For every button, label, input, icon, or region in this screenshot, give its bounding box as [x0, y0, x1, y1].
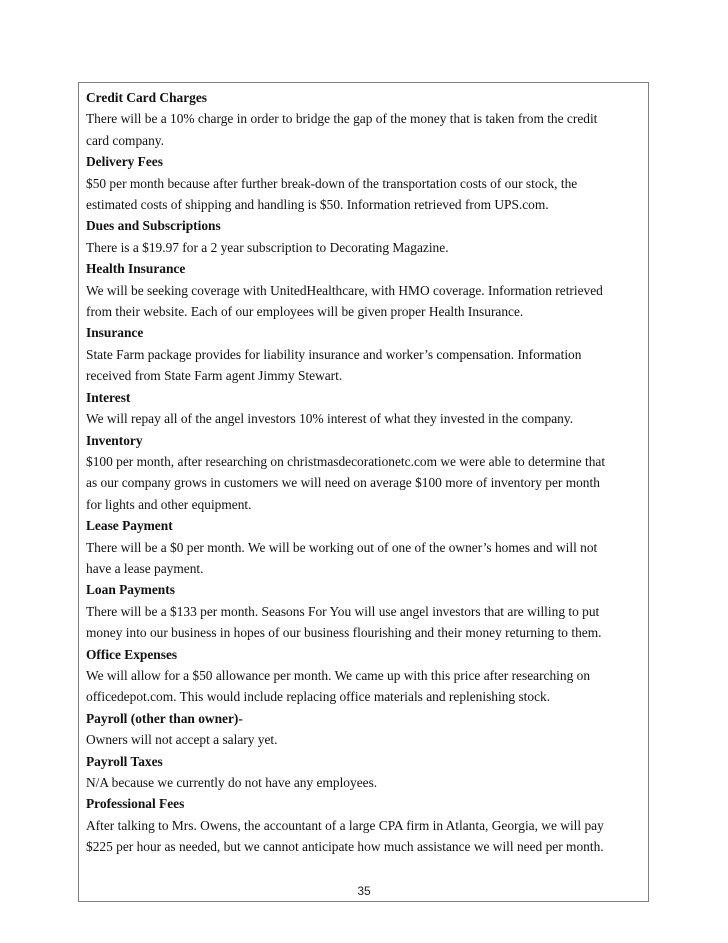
section-heading: Professional Fees: [86, 796, 185, 812]
text-line: There will be a $133 per month. Seasons For You will use angel investors that are willing to put: [86, 603, 600, 619]
text-line: $100 per month, after researching on christmasdecorationetc.com we were able to determine that: [86, 453, 606, 469]
section-payroll-other-than-owner: [86, 708, 651, 751]
section-text: [86, 537, 651, 580]
section-inventory: [86, 430, 651, 516]
text-line: money into our business in hopes of our business flourishing and their money returning to them.: [86, 625, 602, 641]
text-line: Owners will not accept a salary yet.: [86, 732, 278, 748]
text-line: have a lease payment.: [86, 560, 204, 576]
section-text: [86, 815, 651, 858]
section-payroll-taxes: [86, 751, 651, 794]
text-line: We will be seeking coverage with UnitedHealthcare, with HMO coverage. Information retrieved: [86, 282, 603, 298]
section-heading: Payroll (other than owner)-: [86, 710, 243, 726]
text-line: card company.: [86, 132, 164, 148]
section-heading: Dues and Subscriptions: [86, 218, 221, 234]
section-heading: Payroll Taxes: [86, 753, 163, 769]
section-text: [86, 729, 651, 750]
section-text: [86, 451, 651, 515]
section-text: [86, 601, 651, 644]
section-heading: Interest: [86, 389, 131, 405]
text-line: from their website. Each of our employees will be given proper Health Insurance.: [86, 304, 524, 320]
document-body: [86, 87, 651, 858]
section-heading: Lease Payment: [86, 518, 173, 534]
section-heading: Inventory: [86, 432, 143, 448]
text-line: N/A because we currently do not have any employees.: [86, 775, 378, 790]
text-line: There is a $19.97 for a 2 year subscription to Decorating Magazine.: [86, 239, 449, 255]
section-text: [86, 665, 651, 708]
text-line: We will allow for a $50 allowance per month. We came up with this price after researching on: [86, 667, 591, 683]
text-line: State Farm package provides for liability insurance and worker’s compensation. Information: [86, 346, 582, 362]
section-text: [86, 173, 651, 216]
section-text: [86, 108, 651, 151]
text-line: There will be a 10% charge in order to bridge the gap of the money that is taken from the credit: [86, 111, 598, 127]
text-line: as our company grows in customers we will need on average $100 more of inventory per month: [86, 475, 600, 491]
section-text: [86, 772, 651, 793]
text-line: received from State Farm agent Jimmy Stewart.: [86, 368, 343, 384]
text-line: After talking to Mrs. Owens, the accountant of a large CPA firm in Atlanta, Georgia, we will pay: [86, 817, 604, 833]
section-heading: Delivery Fees: [86, 154, 163, 170]
text-line: $225 per hour as needed, but we cannot anticipate how much assistance we will need per month.: [86, 839, 604, 855]
text-line: $50 per month because after further break-down of the transportation costs of our stock, the: [86, 175, 578, 191]
section-heading: Insurance: [86, 325, 144, 341]
text-line: officedepot.com. This would include replacing office materials and replenishing stock.: [86, 689, 551, 705]
section-credit-card-charges: [86, 87, 651, 151]
text-line: We will repay all of the angel investors 10% interest of what they invested in the company.: [86, 411, 574, 427]
section-text: [86, 408, 651, 429]
section-office-expenses: [86, 644, 651, 708]
section-delivery-fees: [86, 151, 651, 215]
text-line: There will be a $0 per month. We will be working out of one of the owner’s homes and will not: [86, 539, 598, 555]
section-text: [86, 280, 651, 323]
section-interest: [86, 387, 651, 430]
text-line: estimated costs of shipping and handling is $50. Information retrieved from UPS.com.: [86, 197, 549, 213]
section-insurance: [86, 322, 651, 386]
section-text: [86, 237, 651, 258]
section-heading: Office Expenses: [86, 646, 178, 662]
section-professional-fees: [86, 793, 651, 857]
section-heading: Credit Card Charges: [86, 90, 207, 105]
section-heading: Loan Payments: [86, 582, 175, 598]
section-heading: Health Insurance: [86, 261, 186, 277]
section-loan-payments: [86, 579, 651, 643]
page-number: 35: [357, 884, 371, 898]
section-lease-payment: [86, 515, 651, 579]
section-text: [86, 344, 651, 387]
text-line: for lights and other equipment.: [86, 496, 252, 512]
section-health-insurance: [86, 258, 651, 322]
section-dues-and-subscriptions: [86, 215, 651, 258]
